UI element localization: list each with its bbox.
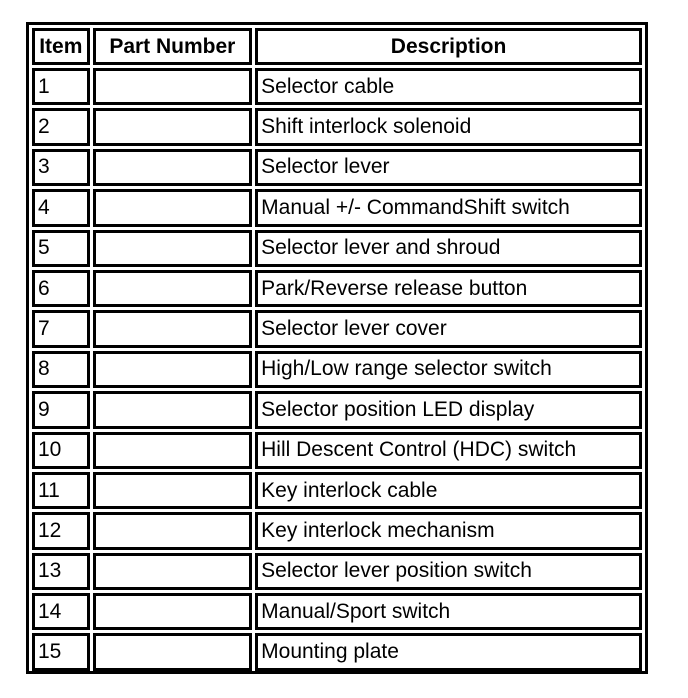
description-cell: Key interlock mechanism <box>255 512 642 549</box>
item-cell: 9 <box>32 391 90 428</box>
description-cell: Selector cable <box>255 68 642 105</box>
table-row <box>32 108 642 145</box>
table-row <box>32 633 642 670</box>
part-number-cell <box>93 108 253 145</box>
column-header-description: Description <box>255 28 642 65</box>
table-row <box>32 553 642 590</box>
description-cell: Key interlock cable <box>255 472 642 509</box>
table-row <box>32 189 642 226</box>
table-row <box>32 230 642 267</box>
table-header-row <box>32 28 642 65</box>
part-number-cell <box>93 310 253 347</box>
description-cell: Selector lever position switch <box>255 553 642 590</box>
description-cell: Selector lever <box>255 149 642 186</box>
part-number-cell <box>93 512 253 549</box>
description-cell: Hill Descent Control (HDC) switch <box>255 432 642 469</box>
column-header-item: Item <box>32 28 90 65</box>
table-row <box>32 149 642 186</box>
description-cell: High/Low range selector switch <box>255 351 642 388</box>
part-number-cell <box>93 432 253 469</box>
table-row <box>32 270 642 307</box>
description-cell: Selector lever and shroud <box>255 230 642 267</box>
item-cell: 5 <box>32 230 90 267</box>
table-row <box>32 512 642 549</box>
item-cell: 1 <box>32 68 90 105</box>
item-cell: 2 <box>32 108 90 145</box>
description-cell: Mounting plate <box>255 633 642 670</box>
item-cell: 4 <box>32 189 90 226</box>
part-number-cell <box>93 553 253 590</box>
item-cell: 7 <box>32 310 90 347</box>
item-cell: 3 <box>32 149 90 186</box>
table-row <box>32 310 642 347</box>
table-row <box>32 68 642 105</box>
part-number-cell <box>93 270 253 307</box>
part-number-cell <box>93 391 253 428</box>
item-cell: 12 <box>32 512 90 549</box>
item-cell: 14 <box>32 593 90 630</box>
table-row <box>32 432 642 469</box>
description-cell: Manual +/- CommandShift switch <box>255 189 642 226</box>
item-cell: 6 <box>32 270 90 307</box>
table-row <box>32 391 642 428</box>
part-number-cell <box>93 593 253 630</box>
table-row <box>32 351 642 388</box>
part-number-cell <box>93 230 253 267</box>
part-number-cell <box>93 68 253 105</box>
column-header-part-number: Part Number <box>93 28 253 65</box>
table-row <box>32 593 642 630</box>
item-cell: 10 <box>32 432 90 469</box>
item-cell: 11 <box>32 472 90 509</box>
parts-table <box>29 25 645 674</box>
part-number-cell <box>93 189 253 226</box>
part-number-cell <box>93 351 253 388</box>
part-number-cell <box>93 633 253 670</box>
description-cell: Shift interlock solenoid <box>255 108 642 145</box>
part-number-cell <box>93 472 253 509</box>
description-cell: Selector lever cover <box>255 310 642 347</box>
item-cell: 13 <box>32 553 90 590</box>
table-row <box>32 472 642 509</box>
item-cell: 15 <box>32 633 90 670</box>
description-cell: Park/Reverse release button <box>255 270 642 307</box>
description-cell: Selector position LED display <box>255 391 642 428</box>
description-cell: Manual/Sport switch <box>255 593 642 630</box>
item-cell: 8 <box>32 351 90 388</box>
part-number-cell <box>93 149 253 186</box>
